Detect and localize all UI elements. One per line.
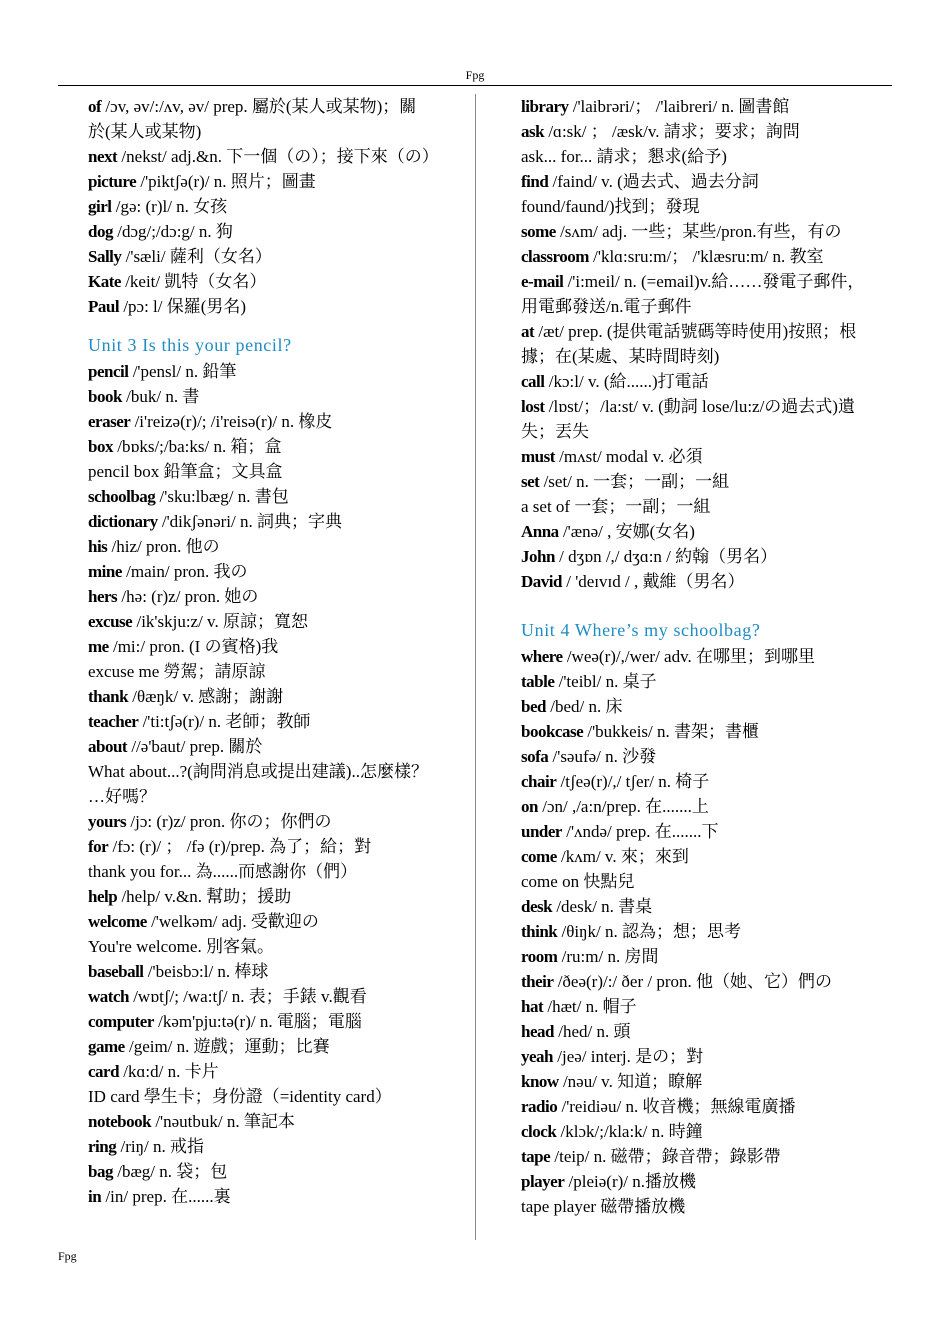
entry-definition: //ə'baut/ prep. 關於 <box>127 737 263 756</box>
entry-definition: /'beisbɔ:l/ n. 棒球 <box>143 962 269 981</box>
headword: in <box>88 1187 102 1206</box>
vocab-entry <box>521 744 893 769</box>
headword: game <box>88 1037 125 1056</box>
entry-definition: /ɑ:sk/ ； /æsk/v. 請求；要求；詢問 <box>544 122 800 141</box>
entry-definition: excuse me 勞駕；請原諒 <box>88 662 266 681</box>
vocab-entry <box>88 734 468 759</box>
vocab-entry <box>88 859 468 884</box>
headword: book <box>88 387 122 406</box>
vocab-entry <box>88 119 468 144</box>
vocab-entry <box>88 584 468 609</box>
vocab-entry <box>88 759 468 784</box>
entry-definition: /buk/ n. 書 <box>121 387 200 406</box>
vocab-entry <box>521 144 893 169</box>
entry-definition: /'ænə/ , 安娜(女名) <box>558 522 695 541</box>
entry-definition: /kɑ:d/ n. 卡片 <box>119 1062 219 1081</box>
headword: where <box>521 647 563 666</box>
headword: dog <box>88 222 113 241</box>
vocab-list <box>521 644 893 1219</box>
vocab-list <box>88 359 468 1209</box>
headword: mine <box>88 562 122 581</box>
entry-definition: / 'deɪvɪd / , 戴維（男名） <box>561 572 745 591</box>
vocab-entry <box>88 609 468 634</box>
unit-heading: Unit 3 Is this your pencil? <box>88 335 292 355</box>
vocab-entry <box>521 719 893 744</box>
entry-definition: thank you for... 為......而感謝你（們） <box>88 862 358 881</box>
entry-definition: /'sæli/ 薩利（女名） <box>121 247 272 266</box>
vocab-entry <box>521 819 893 844</box>
vocab-entry <box>521 844 893 869</box>
vocab-entry <box>521 944 893 969</box>
headword: classroom <box>521 247 589 266</box>
entry-definition: /'dikʃənəri/ n. 詞典；字典 <box>157 512 342 531</box>
left-column <box>88 94 468 1209</box>
vocab-entry <box>521 969 893 994</box>
headword: Sally <box>88 247 122 266</box>
headword: watch <box>88 987 129 1006</box>
vocab-entry <box>88 484 468 509</box>
entry-definition: /ru:m/ n. 房間 <box>557 947 659 966</box>
headword: clock <box>521 1122 557 1141</box>
vocab-entry <box>521 1094 893 1119</box>
vocab-entry <box>88 559 468 584</box>
entry-definition: …好嗎？ <box>88 787 156 806</box>
vocab-list <box>88 94 468 319</box>
entry-definition: /fɔ: (r)/ ； /fə (r)/prep. 為了；給；對 <box>108 837 372 856</box>
vocab-entry <box>521 919 893 944</box>
headword: ask <box>521 122 545 141</box>
headword: desk <box>521 897 553 916</box>
entry-definition: You're welcome. 別客氣。 <box>88 937 274 956</box>
headword: e-mail <box>521 272 564 291</box>
headword: sofa <box>521 747 549 766</box>
vocab-entry <box>521 519 893 544</box>
headword: dictionary <box>88 512 158 531</box>
vocab-entry <box>88 194 468 219</box>
vocab-entry <box>88 459 468 484</box>
entry-definition: /'ti:tʃə(r)/ n. 老師；教師 <box>138 712 311 731</box>
headword: under <box>521 822 562 841</box>
vocab-entry <box>521 669 893 694</box>
headword: John <box>521 547 555 566</box>
headword: head <box>521 1022 554 1041</box>
vocab-entry <box>88 909 468 934</box>
entry-definition: a set of 一套；一副；一組 <box>521 497 711 516</box>
right-column <box>521 94 893 1219</box>
headword: yours <box>88 812 127 831</box>
vocab-entry <box>88 884 468 909</box>
entry-definition: pencil box 鉛筆盒；文具盒 <box>88 462 283 481</box>
entry-definition: /i'reizə(r)/; /i'reisə(r)/ n. 橡皮 <box>130 412 333 431</box>
vocab-entry <box>88 144 468 169</box>
entry-definition: /teip/ n. 磁帶；錄音帶；錄影帶 <box>550 1147 781 1166</box>
entry-definition: /sʌm/ adj. 一些；某些/pron.有些，有の <box>555 222 842 241</box>
entry-definition: /riŋ/ n. 戒指 <box>116 1137 204 1156</box>
entry-definition: 據；在(某處、某時間時刻) <box>521 347 720 366</box>
entry-definition: /'klɑ:sru:m/； /'klæsru:m/ n. 教室 <box>588 247 824 266</box>
vocab-entry <box>88 934 468 959</box>
entry-definition: /θæŋk/ v. 感謝；謝謝 <box>128 687 284 706</box>
entry-definition: /ɔn/ ,/a:n/prep. 在.......上 <box>537 797 709 816</box>
headword: help <box>88 887 118 906</box>
vocab-entry <box>88 94 468 119</box>
headword: know <box>521 1072 559 1091</box>
entry-definition: /hed/ n. 頭 <box>553 1022 631 1041</box>
vocab-entry <box>521 1169 893 1194</box>
headword: player <box>521 1172 565 1191</box>
headword: radio <box>521 1097 558 1116</box>
entry-definition: /geim/ n. 遊戲；運動；比賽 <box>124 1037 330 1056</box>
entry-definition: come on 快點兒 <box>521 872 635 891</box>
entry-definition: /weə(r)/,/wer/ adv. 在哪里；到哪里 <box>562 647 815 666</box>
entry-definition: /faind/ v. (過去式、過去分詞 <box>548 172 759 191</box>
vocab-entry <box>521 294 893 319</box>
vocab-entry <box>88 834 468 859</box>
headword: Kate <box>88 272 121 291</box>
headword: chair <box>521 772 557 791</box>
entry-definition: /'piktʃə(r)/ n. 照片；圖畫 <box>136 172 316 191</box>
vocab-entry <box>88 1009 468 1034</box>
header-rule <box>58 85 892 86</box>
headword: teacher <box>88 712 139 731</box>
vocab-entry <box>521 694 893 719</box>
entry-definition: /æt/ prep. (提供電話號碼等時使用)按照；根 <box>534 322 857 341</box>
entry-definition: /keit/ 凱特（女名） <box>120 272 267 291</box>
entry-definition: /lɒst/；/la:st/ v. (動詞 lose/lu:z/の過去式)遺 <box>544 397 855 416</box>
headword: their <box>521 972 554 991</box>
entry-definition: /bɒks/;/ba:ks/ n. 箱；盒 <box>112 437 282 456</box>
vocab-entry <box>88 709 468 734</box>
vocab-entry <box>521 119 893 144</box>
headword: tape <box>521 1147 551 1166</box>
vocab-entry <box>521 219 893 244</box>
headword: of <box>88 97 102 116</box>
vocab-entry <box>88 1134 468 1159</box>
entry-definition: /bæg/ n. 袋；包 <box>112 1162 228 1181</box>
headword: call <box>521 372 545 391</box>
vocab-entry <box>521 344 893 369</box>
headword: hers <box>88 587 118 606</box>
entry-definition: /kəm'pju:tə(r)/ n. 電腦；電腦 <box>153 1012 362 1031</box>
entry-definition: /'pensl/ n. 鉛筆 <box>128 362 237 381</box>
entry-definition: /'welkəm/ adj. 受歡迎の <box>146 912 319 931</box>
vocab-entry <box>88 534 468 559</box>
entry-definition: /dɔg/;/dɔ:g/ n. 狗 <box>112 222 233 241</box>
vocab-entry <box>521 244 893 269</box>
vocab-list <box>521 94 893 594</box>
headword: bag <box>88 1162 113 1181</box>
headword: card <box>88 1062 120 1081</box>
entry-definition: / dʒɒn /,/ dʒɑ:n / 約翰（男名） <box>554 547 778 566</box>
headword: baseball <box>88 962 144 981</box>
entry-definition: /'laibrəri/； /'laibreri/ n. 圖書館 <box>568 97 790 116</box>
entry-definition: /ik'skju:z/ v. 原諒；寬恕 <box>132 612 308 631</box>
entry-definition: /kʌm/ v. 來；來到 <box>556 847 689 866</box>
entry-definition: /main/ pron. 我の <box>121 562 248 581</box>
entry-definition: /mi:/ pron. (I の賓格)我 <box>108 637 279 656</box>
headword: set <box>521 472 540 491</box>
headword: David <box>521 572 562 591</box>
headword: think <box>521 922 558 941</box>
vocab-entry <box>88 1034 468 1059</box>
entry-definition: /'nəutbuk/ n. 筆記本 <box>151 1112 295 1131</box>
vocab-entry <box>88 1159 468 1184</box>
entry-definition: 於(某人或某物) <box>88 122 202 141</box>
page-header-label: Fpg <box>465 68 485 82</box>
vocab-entry <box>88 959 468 984</box>
vocab-entry <box>521 569 893 594</box>
headword: notebook <box>88 1112 152 1131</box>
entry-definition: /'ʌndə/ prep. 在.......下 <box>561 822 719 841</box>
vocab-entry <box>88 784 468 809</box>
page-footer-label: Fpg <box>58 1249 77 1263</box>
entry-definition: /tʃeə(r)/,/ tʃer/ n. 椅子 <box>556 772 710 791</box>
vocab-entry <box>88 294 468 319</box>
entry-definition: /help/ v.&n. 幫助；援助 <box>117 887 292 906</box>
column-divider <box>475 94 476 1240</box>
entry-definition: What about...?(詢問消息或提出建議)..怎麼樣？ <box>88 762 428 781</box>
headword: computer <box>88 1012 154 1031</box>
headword: thank <box>88 687 129 706</box>
vocab-entry <box>88 384 468 409</box>
entry-definition: /'bukkeis/ n. 書架；書櫃 <box>583 722 760 741</box>
headword: some <box>521 222 556 241</box>
entry-definition: /hə: (r)z/ pron. 她の <box>117 587 259 606</box>
entry-definition: /'sku:lbæg/ n. 書包 <box>155 487 289 506</box>
vocab-entry <box>521 994 893 1019</box>
vocab-entry <box>88 634 468 659</box>
headword: girl <box>88 197 112 216</box>
vocab-entry <box>521 1069 893 1094</box>
entry-definition: /ɔv, əv/:/ʌv, əv/ prep. 屬於(某人或某物)；關 <box>101 97 417 116</box>
entry-definition: 失；丟失 <box>521 422 589 441</box>
headword: his <box>88 537 108 556</box>
entry-definition: /nəu/ v. 知道；瞭解 <box>558 1072 703 1091</box>
entry-definition: found/faund/)找到；發現 <box>521 197 700 216</box>
entry-definition: /kɔ:l/ v. (給......)打電話 <box>544 372 709 391</box>
vocab-entry <box>88 659 468 684</box>
vocab-entry <box>88 409 468 434</box>
vocab-entry <box>521 394 893 419</box>
entry-definition: /pɔ: l/ 保羅(男名) <box>119 297 247 316</box>
headword: welcome <box>88 912 147 931</box>
vocab-entry <box>88 509 468 534</box>
headword: next <box>88 147 118 166</box>
entry-definition: /bed/ n. 床 <box>545 697 623 716</box>
entry-definition: /in/ prep. 在......裏 <box>101 1187 231 1206</box>
headword: come <box>521 847 557 866</box>
entry-definition: /nekst/ adj.&n. 下一個（の）；接下來（の） <box>117 147 439 166</box>
headword: excuse <box>88 612 133 631</box>
vocab-entry <box>521 1194 893 1219</box>
vocab-entry <box>521 269 893 294</box>
vocab-entry <box>88 1109 468 1134</box>
vocab-entry <box>88 219 468 244</box>
headword: ring <box>88 1137 117 1156</box>
headword: Paul <box>88 297 120 316</box>
headword: picture <box>88 172 137 191</box>
entry-definition: tape player 磁帶播放機 <box>521 1197 686 1216</box>
vocab-entry <box>521 369 893 394</box>
entry-definition: /mʌst/ modal v. 必須 <box>554 447 703 466</box>
vocab-entry <box>521 444 893 469</box>
entry-definition: /wɒtʃ/; /wa:tʃ/ n. 表；手錶 v.觀看 <box>128 987 367 1006</box>
vocab-entry <box>521 194 893 219</box>
entry-definition: /'reidiəu/ n. 收音機；無線電廣播 <box>557 1097 796 1116</box>
vocab-entry <box>521 94 893 119</box>
vocab-entry <box>88 269 468 294</box>
headword: schoolbag <box>88 487 156 506</box>
vocab-entry <box>521 794 893 819</box>
headword: find <box>521 172 549 191</box>
headword: lost <box>521 397 545 416</box>
vocab-entry <box>521 769 893 794</box>
vocab-entry <box>521 419 893 444</box>
entry-definition: /desk/ n. 書桌 <box>552 897 653 916</box>
vocab-entry <box>88 684 468 709</box>
headword: on <box>521 797 538 816</box>
entry-definition: /jeə/ interj. 是の；對 <box>553 1047 704 1066</box>
vocab-entry <box>88 809 468 834</box>
headword: pencil <box>88 362 129 381</box>
entry-definition: /θiŋk/ n. 認為；想；思考 <box>557 922 741 941</box>
entry-definition: /hiz/ pron. 他の <box>107 537 220 556</box>
vocab-entry <box>521 494 893 519</box>
headword: must <box>521 447 555 466</box>
entry-definition: ask... for... 請求；懇求(給予) <box>521 147 727 166</box>
headword: Anna <box>521 522 559 541</box>
headword: bed <box>521 697 546 716</box>
entry-definition: ID card 學生卡；身份證（=identity card） <box>88 1087 392 1106</box>
entry-definition: /set/ n. 一套；一副；一組 <box>539 472 730 491</box>
entry-definition: /hæt/ n. 帽子 <box>543 997 637 1016</box>
entry-definition: /ðeə(r)/:/ ðer / pron. 他（她、它）們の <box>553 972 832 991</box>
headword: room <box>521 947 558 966</box>
vocab-entry <box>521 644 893 669</box>
vocab-entry <box>88 1059 468 1084</box>
entry-definition: /'i:meil/ n. (=email)v.給……發電子郵件， <box>563 272 865 291</box>
headword: box <box>88 437 113 456</box>
headword: bookcase <box>521 722 584 741</box>
headword: hat <box>521 997 544 1016</box>
vocab-entry <box>521 1119 893 1144</box>
vocab-entry <box>521 1019 893 1044</box>
vocab-entry <box>521 1044 893 1069</box>
entry-definition: /'teibl/ n. 桌子 <box>554 672 657 691</box>
unit-heading: Unit 4 Where’s my schoolbag? <box>521 620 761 640</box>
entry-definition: /jɔ: (r)z/ pron. 你の；你們の <box>126 812 332 831</box>
headword: at <box>521 322 535 341</box>
vocab-entry <box>521 544 893 569</box>
vocab-entry <box>88 1084 468 1109</box>
entry-definition: 用電郵發送/n.電子郵件 <box>521 297 692 316</box>
headword: table <box>521 672 555 691</box>
entry-definition: /klɔk/;/kla:k/ n. 時鐘 <box>556 1122 703 1141</box>
vocab-entry <box>88 434 468 459</box>
vocab-entry <box>88 984 468 1009</box>
vocab-entry <box>521 319 893 344</box>
entry-definition: /gə: (r)l/ n. 女孩 <box>111 197 228 216</box>
vocab-entry <box>521 1144 893 1169</box>
entry-definition: /'səufə/ n. 沙發 <box>548 747 657 766</box>
vocab-entry <box>88 359 468 384</box>
vocab-entry <box>88 244 468 269</box>
headword: eraser <box>88 412 131 431</box>
entry-definition: /pleiə(r)/ n.播放機 <box>564 1172 696 1191</box>
vocab-entry <box>521 869 893 894</box>
vocab-entry <box>521 894 893 919</box>
headword: library <box>521 97 569 116</box>
vocab-entry <box>88 169 468 194</box>
vocab-entry <box>88 1184 468 1209</box>
headword: yeah <box>521 1047 553 1066</box>
vocab-entry <box>521 469 893 494</box>
vocab-entry <box>521 169 893 194</box>
headword: me <box>88 637 109 656</box>
headword: for <box>88 837 109 856</box>
headword: about <box>88 737 128 756</box>
